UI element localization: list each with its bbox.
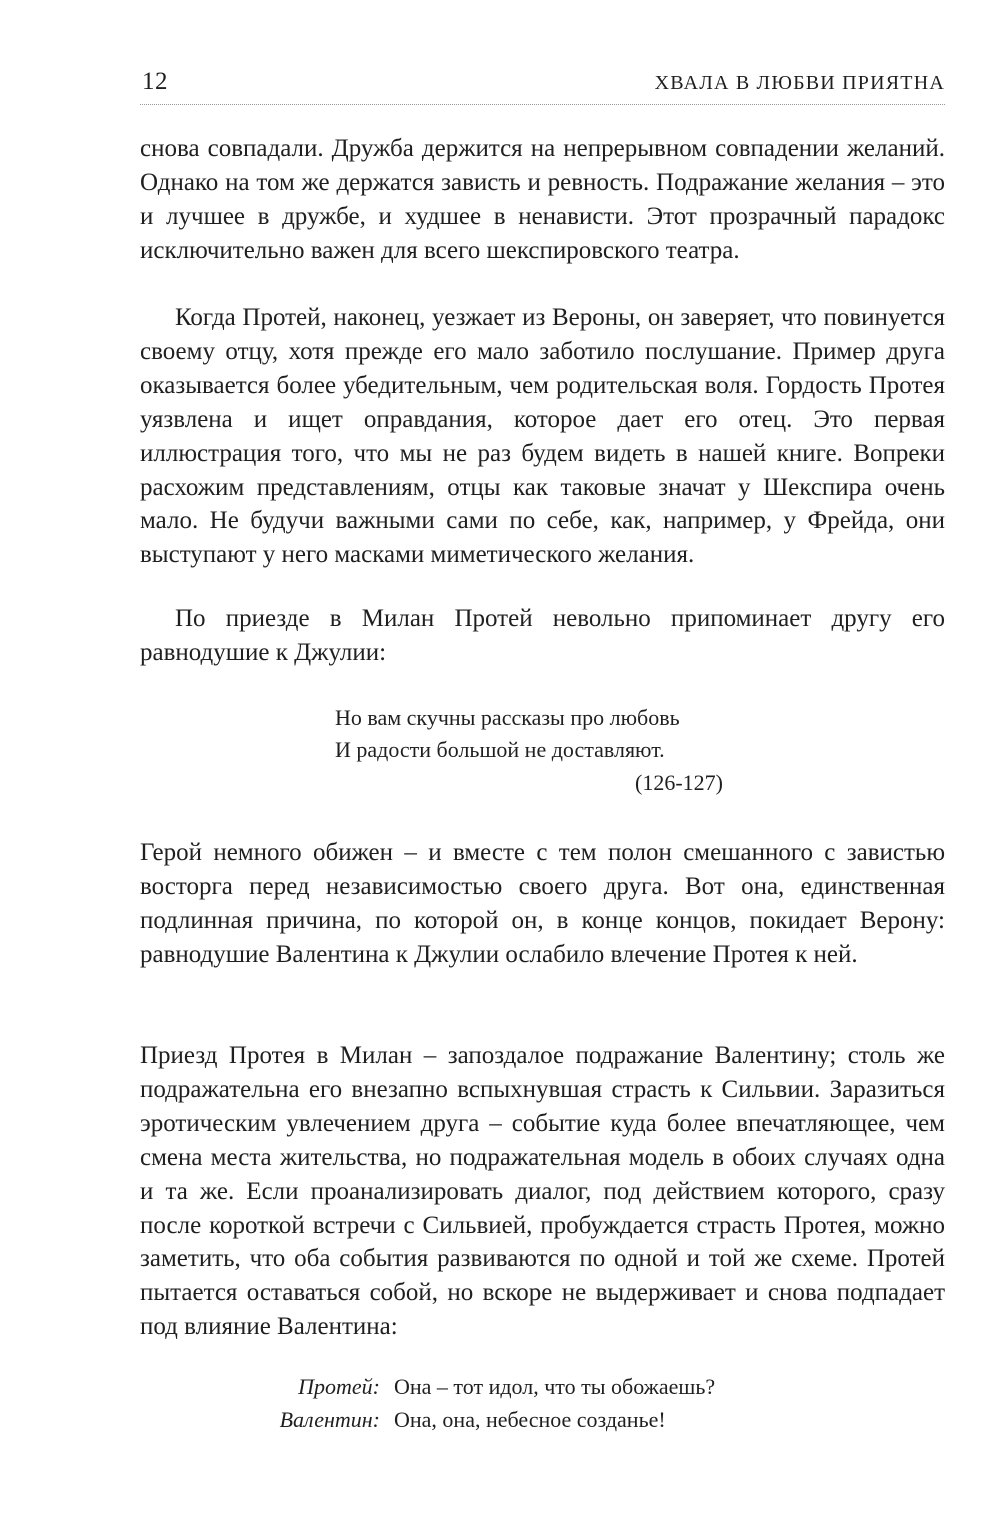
paragraph-2: Когда Протей, наконец, уезжает из Вероны, он заверяет, что повинуется своему отцу, хотя прежде его мало заботило послушание. Пример друга оказывается более убедительным, чем родительская воля. Гордость Протея уязвлена и ищет оправдания, которое дает его отец. Это первая иллюстрация того, что мы не раз будем видеть в нашей книге. Вопреки расхожим представлениям, отцы как таковые значат у Шекспира очень мало. Не будучи важными сами по себе, как, например, у Фрейда, они выступают у него масками миметического желания. — [140, 304, 945, 569]
verse-line: Но вам скучны рассказы про любовь — [335, 705, 680, 730]
paragraph-3: По приезде в Милан Протей невольно припоминает другу его равнодушие к Джулии: — [140, 605, 945, 666]
verse-quote — [335, 702, 680, 766]
running-head — [140, 66, 945, 105]
speaker-name: Протей: — [298, 1374, 380, 1399]
paragraph-4: Герой немного обижен – и вместе с тем полон смешанного с завистью восторга перед независимостью своего друга. Вот она, единственная подлинная причина, по которой он, в конце концов, покидает Верону: равнодушие Валентина к Джулии ослабило влечение Протея к ней. — [140, 839, 945, 968]
dialogue-line — [250, 1370, 810, 1403]
page-number: 12 — [142, 68, 168, 95]
dialogue-quote — [250, 1370, 810, 1436]
speaker-name: Валентин: — [279, 1407, 380, 1432]
speech-text: Она, она, небесное созданье! — [394, 1407, 666, 1432]
dialogue-line — [250, 1403, 810, 1436]
verse-reference: (126-127) — [635, 770, 723, 795]
running-title: ХВАЛА В ЛЮБВИ ПРИЯТНА — [654, 72, 945, 94]
paragraph-5: Приезд Протея в Милан – запоздалое подражание Валентину; столь же подражательна его внезапно вспыхнувшая страсть к Сильвии. Заразиться эротическим увлечением друга – событие куда более впечатляющее, чем смена места жительства, но подражательная модель в обоих случаях одна и та же. Если проанализировать диалог, под действием которого, сразу после короткой встречи с Сильвией, пробуждается страсть Протея, можно заметить, что оба события развиваются по одной и той же схеме. Протей пытается оставаться собой, но вскоре не выдерживает и снова подпадает под влияние Валентина: — [140, 1042, 945, 1341]
verse-line: И радости большой не доставляют. — [335, 737, 665, 762]
speech-text: Она – тот идол, что ты обожаешь? — [394, 1374, 716, 1399]
paragraph-1: снова совпадали. Дружба держится на непрерывном совпадении желаний. Однако на том же держатся зависть и ревность. Подражание желания – это и лучшее в дружбе, и худшее в ненависти. Этот прозрачный парадокс исключительно важен для всего шекспировского театра. — [140, 135, 945, 264]
